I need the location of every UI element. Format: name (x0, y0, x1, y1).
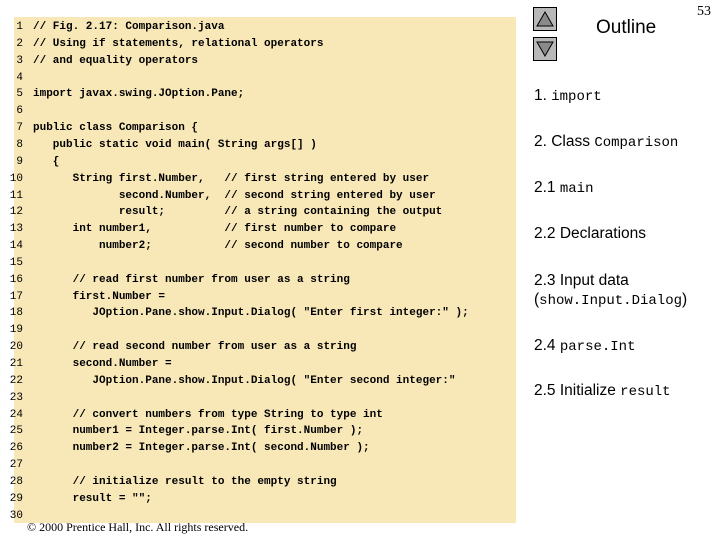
line-number: 15 (9, 256, 23, 269)
outline-number: 2.3 (534, 272, 560, 289)
outline-item (534, 86, 602, 107)
line-number: 28 (9, 475, 23, 488)
code-line (0, 204, 442, 221)
outline-code: show.Input.Dialog (539, 293, 682, 309)
line-number: 1 (16, 21, 23, 33)
code-line (0, 137, 317, 154)
line-number: 4 (16, 71, 23, 84)
code-text: second.Number, // second string entered by user (33, 189, 436, 202)
code-text: number1 = Integer.parse.Int( first.Number ); (33, 425, 364, 438)
outline-code: Comparison (594, 135, 679, 151)
code-text: JOption.Pane.show.Input.Dialog( "Enter first integer:" ); (33, 307, 469, 320)
code-line (0, 36, 323, 53)
outline-number: 2.1 (534, 179, 560, 196)
code-line (0, 70, 33, 87)
code-text: public class Comparison { (33, 122, 199, 135)
code-line (0, 373, 455, 390)
code-line (0, 356, 172, 373)
line-number: 10 (9, 172, 23, 185)
triangle-up-icon (536, 11, 554, 27)
code-text: // initialize result to the empty string (33, 475, 337, 488)
code-line (0, 238, 403, 255)
code-line (0, 171, 429, 188)
code-line (0, 53, 198, 70)
code-line (0, 423, 363, 440)
outline-item (534, 381, 671, 402)
code-line (0, 457, 33, 474)
outline-item (534, 132, 678, 153)
code-text: int number1, // first number to compare (33, 223, 397, 236)
outline-suffix: ) (682, 291, 688, 308)
code-line (0, 103, 33, 120)
outline-code: import (551, 89, 602, 105)
code-line (0, 474, 337, 491)
code-text: // read first number from user as a string (33, 273, 350, 286)
code-line (0, 188, 436, 205)
code-line (0, 440, 370, 457)
line-number: 22 (9, 374, 23, 387)
code-line (0, 305, 469, 322)
code-line (0, 289, 165, 306)
outline-text: Declarations (559, 225, 647, 242)
previous-slide-button[interactable] (533, 7, 557, 31)
line-number: 27 (9, 459, 23, 472)
code-text: // Using if statements, relational operators (33, 37, 324, 50)
code-text: result; // a string containing the output (33, 206, 443, 219)
line-number: 9 (16, 155, 23, 168)
line-number: 2 (16, 37, 23, 50)
code-line (0, 390, 33, 407)
code-text: // convert numbers from type String to type int (33, 408, 383, 421)
line-number: 19 (9, 324, 23, 337)
line-number: 7 (16, 122, 23, 135)
line-number: 26 (9, 442, 23, 455)
copyright-notice: © 2000 Prentice Hall, Inc. All rights reserved. (27, 520, 249, 534)
code-line (0, 255, 33, 272)
outline-text: Input data (559, 272, 629, 289)
code-line (0, 221, 396, 238)
outline-item (534, 178, 593, 199)
code-text: first.Number = (33, 290, 166, 303)
outline-title: Outline (596, 17, 657, 38)
line-number: 11 (9, 189, 23, 202)
code-line (0, 322, 33, 339)
line-number: 30 (9, 509, 23, 522)
line-number: 21 (9, 358, 23, 370)
code-line (0, 19, 224, 36)
code-line (0, 154, 59, 171)
line-number: 29 (9, 492, 23, 505)
outline-text: Class (551, 133, 595, 150)
code-line (0, 339, 356, 356)
outline-number: 2.2 (534, 225, 560, 242)
code-line (0, 86, 244, 103)
line-number: 16 (9, 273, 23, 286)
outline-code: parse.Int (559, 339, 636, 355)
outline-number: 2.5 (534, 382, 560, 399)
code-text: result = ""; (33, 492, 152, 505)
code-text: public static void main( String args[] ) (33, 138, 317, 151)
line-number: 6 (16, 105, 23, 118)
line-number: 3 (16, 54, 23, 67)
next-slide-button[interactable] (533, 37, 557, 61)
line-number: 13 (9, 223, 23, 236)
line-number: 8 (16, 138, 23, 151)
outline-code: result (620, 384, 671, 400)
outline-item (534, 290, 687, 311)
code-line (0, 491, 152, 508)
outline-item (534, 224, 646, 244)
line-number: 14 (9, 240, 23, 253)
outline-number: 2. (534, 133, 552, 150)
code-text: second.Number = (33, 358, 172, 370)
code-text: // Fig. 2.17: Comparison.java (33, 21, 225, 33)
code-text: import javax.swing.JOption.Pane; (33, 88, 245, 101)
line-number: 23 (9, 391, 23, 404)
code-text: number2 = Integer.parse.Int( second.Number ); (33, 442, 370, 455)
code-text: String first.Number, // first string entered by user (33, 172, 430, 185)
code-line (0, 407, 383, 424)
line-number: 5 (16, 88, 23, 101)
line-number: 24 (9, 408, 23, 421)
line-number: 18 (9, 307, 23, 320)
line-number: 20 (9, 341, 23, 354)
code-text: { (33, 155, 60, 168)
code-text: number2; // second number to compare (33, 240, 403, 253)
outline-text: ( (534, 291, 540, 308)
outline-number: 1. (534, 87, 552, 104)
outline-number: 2.4 (534, 337, 560, 354)
triangle-down-icon (536, 41, 554, 57)
page-number: 53 (697, 4, 711, 19)
outline-item (534, 336, 635, 357)
code-line (0, 272, 350, 289)
line-number: 25 (9, 425, 23, 438)
code-text: JOption.Pane.show.Input.Dialog( "Enter second integer:" (33, 374, 456, 387)
code-line (0, 120, 198, 137)
code-text: // read second number from user as a string (33, 341, 357, 354)
outline-code: main (559, 181, 594, 197)
line-number: 12 (9, 206, 23, 219)
outline-text: Initialize (559, 382, 621, 399)
code-text: // and equality operators (33, 54, 199, 67)
line-number: 17 (9, 290, 23, 303)
outline-item (534, 271, 629, 291)
